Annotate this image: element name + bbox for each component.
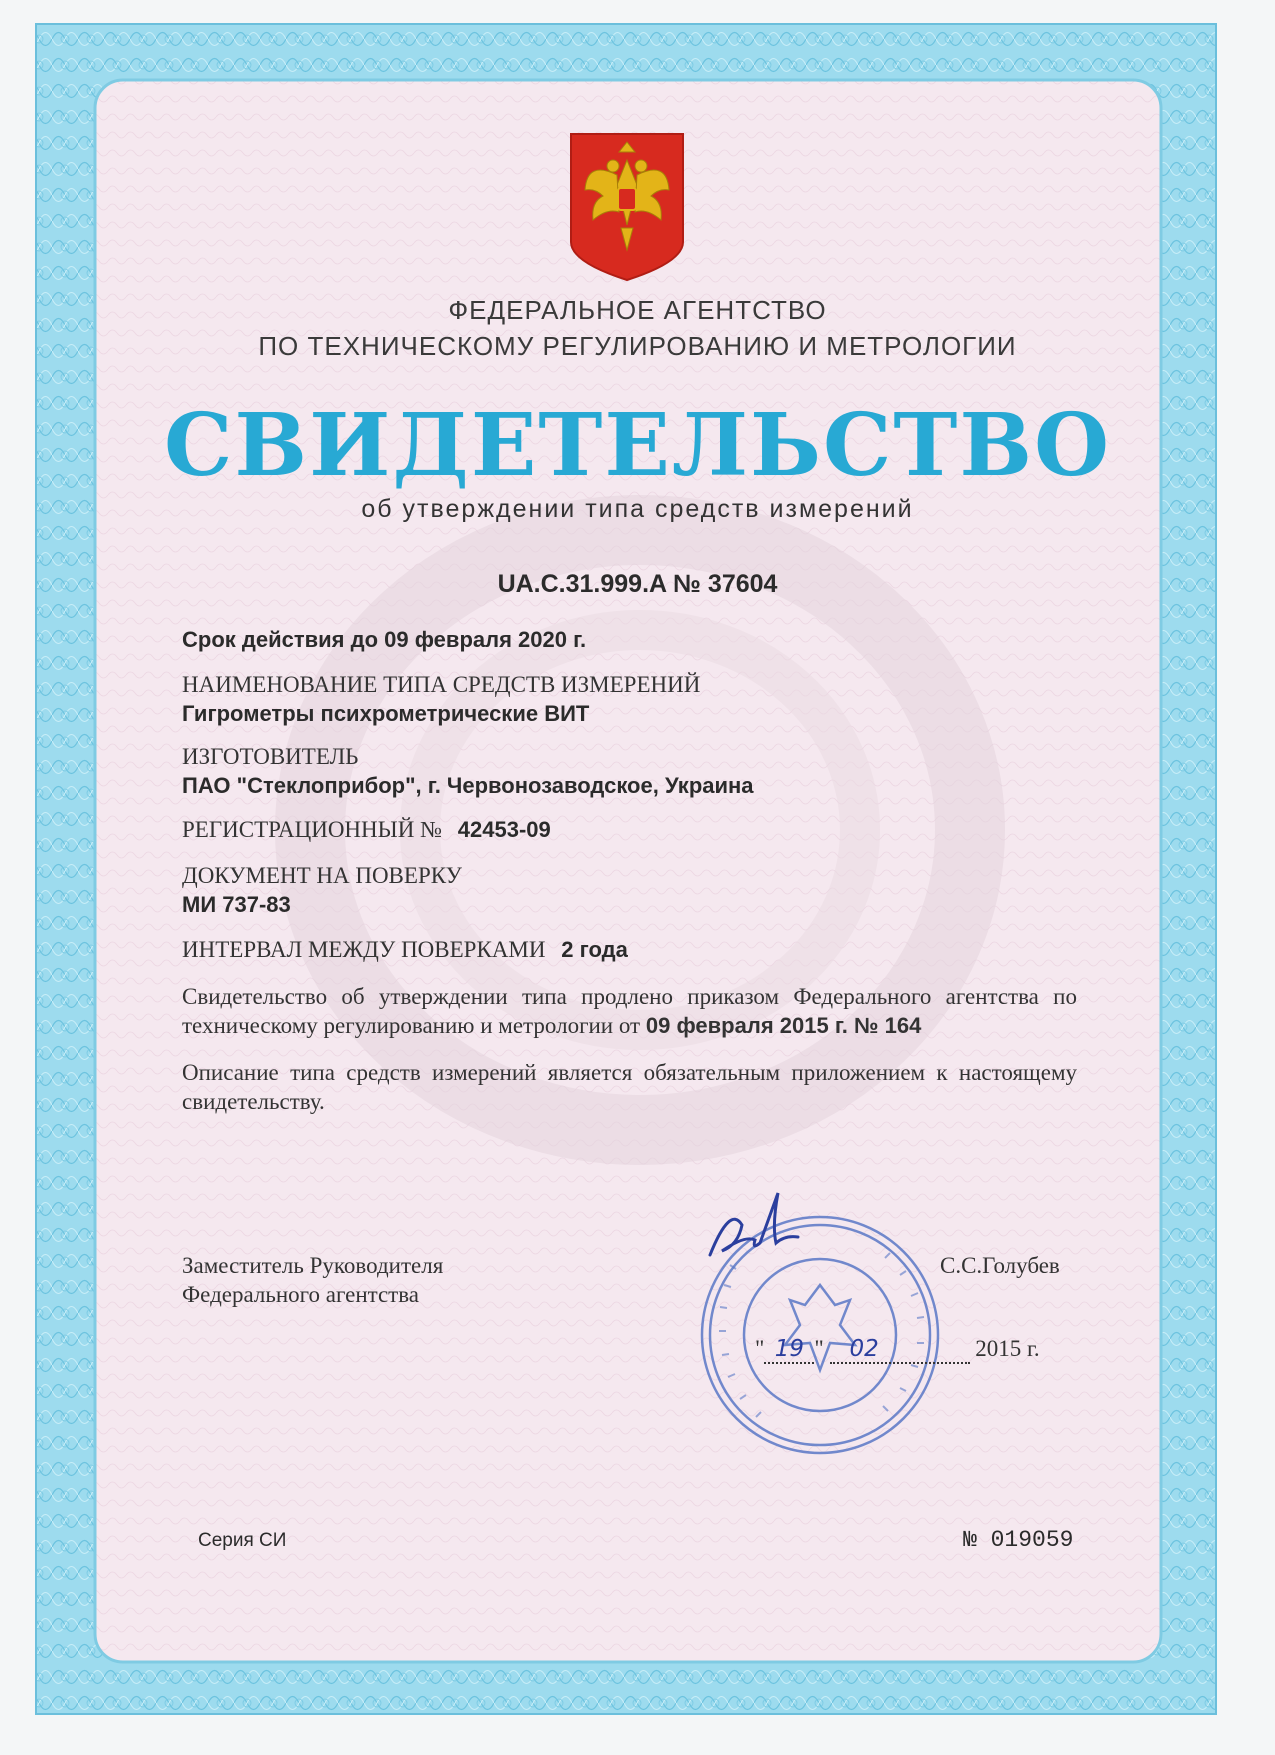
form-series: Серия СИ: [198, 1530, 287, 1551]
signer-name: С.С.Голубев: [940, 1253, 1060, 1278]
registration-row: [182, 815, 1077, 844]
verification-doc-label: ДОКУМЕНТ НА ПОВЕРКУ: [182, 863, 462, 888]
signature-date: [755, 1336, 1040, 1364]
date-open-quote: ": [755, 1336, 765, 1361]
handwritten-signature: [700, 1185, 810, 1285]
extension-paragraph: [182, 982, 1077, 1040]
form-number: № 019059: [963, 1527, 1074, 1553]
validity-date: Срок действия до 09 февраля 2020 г.: [182, 627, 587, 652]
agency-name-line2: ПО ТЕХНИЧЕСКОМУ РЕГУЛИРОВАНИЮ И МЕТРОЛОГИИ: [258, 331, 1017, 361]
signer-position-line1: Заместитель Руководителя: [182, 1253, 444, 1278]
agency-name-line1: ФЕДЕРАЛЬНОЕ АГЕНТСТВО: [448, 295, 827, 325]
extension-order: 09 февраля 2015 г. № 164: [645, 1013, 922, 1038]
date-year: 2015 г.: [975, 1336, 1040, 1361]
type-value: Гигрометры психрометрические ВИТ: [182, 701, 590, 726]
manufacturer-label: ИЗГОТОВИТЕЛЬ: [182, 744, 359, 769]
interval-label: ИНТЕРВАЛ МЕЖДУ ПОВЕРКАМИ: [182, 937, 546, 962]
description-paragraph: Описание типа средств измерений является обязательным приложением к настоящему свидетельству.: [182, 1060, 1077, 1114]
document-subtitle: об утверждении типа средств измерений: [361, 495, 914, 523]
registration-label: РЕГИСТРАЦИОННЫЙ №: [182, 817, 443, 842]
certificate-number: UA.C.31.999.A № 37604: [497, 570, 778, 598]
signer-position-line2: Федерального агентства: [182, 1282, 419, 1307]
registration-value: 42453-09: [457, 817, 551, 842]
date-day: 19: [764, 1336, 814, 1364]
interval-row: [182, 935, 1077, 964]
date-month: 02: [830, 1336, 970, 1364]
date-close-quote: ": [814, 1336, 824, 1361]
extension-text: Свидетельство об утверждении типа продлено приказом Федерального агентства по техническому регулированию и метрологии от: [182, 984, 1077, 1038]
verification-doc-value: МИ 737-83: [182, 892, 291, 917]
interval-value: 2 года: [561, 937, 628, 962]
manufacturer-value: ПАО "Стеклоприбор", г. Червонозаводское, Украина: [182, 773, 754, 798]
type-label: НАИМЕНОВАНИЕ ТИПА СРЕДСТВ ИЗМЕРЕНИЙ: [182, 672, 701, 697]
document-title: СВИДЕТЕЛЬСТВО: [163, 395, 1111, 496]
russian-coat-of-arms-icon: [567, 130, 687, 282]
